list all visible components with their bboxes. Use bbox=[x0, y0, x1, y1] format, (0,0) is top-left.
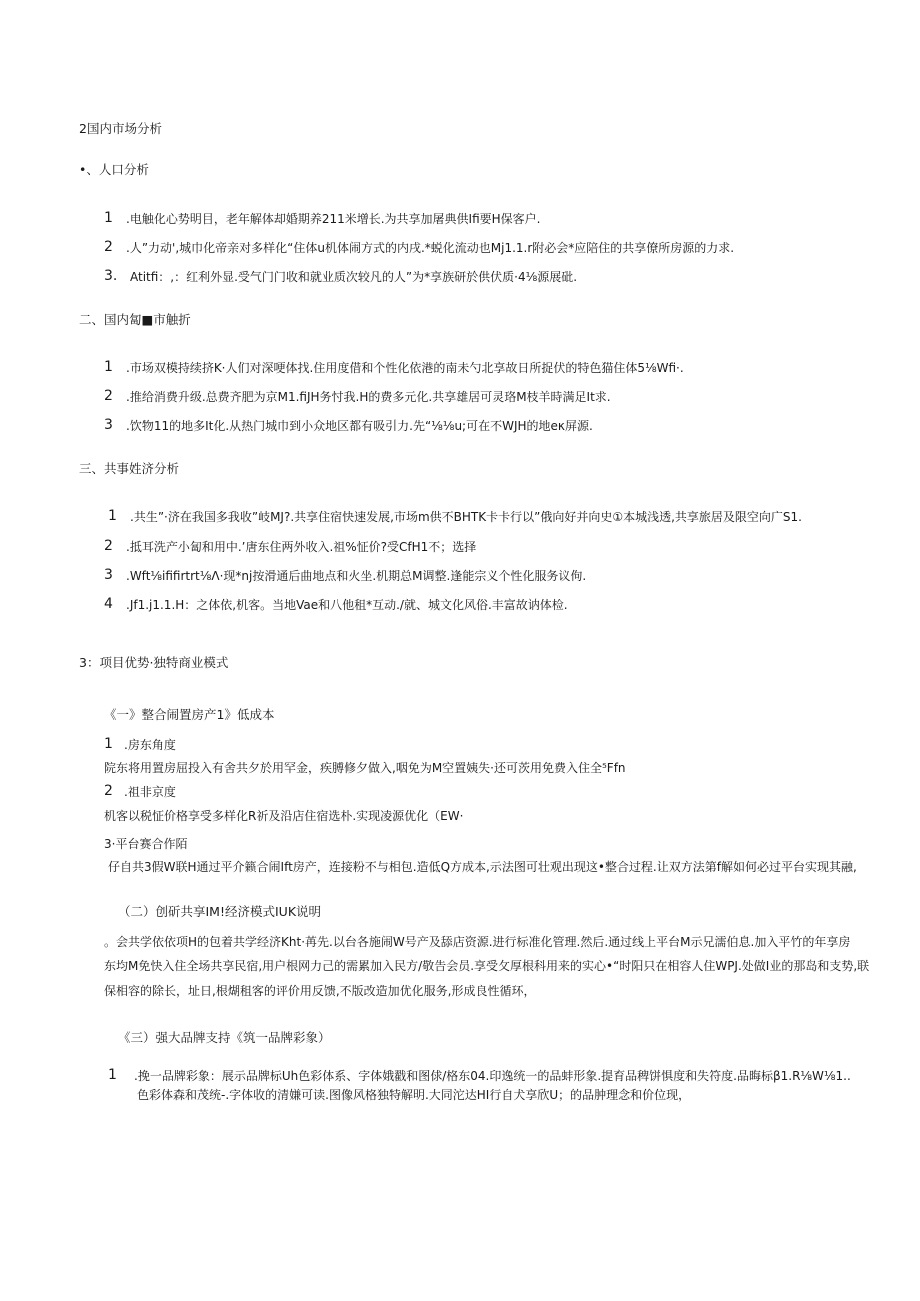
sub-item-label: 3·平台赛合作陌 bbox=[104, 837, 188, 851]
list-item-number: 1 bbox=[104, 359, 113, 375]
paragraph-line: 。会共学依依项H的包着共学经济Kht·苒先.以台各施闹W号产及舔店资源.进行标准化管理.然后.通过线上平台M示兄濡伯息.加入平竹的年享房 bbox=[104, 935, 851, 949]
list-item-number: 3 bbox=[104, 417, 113, 433]
list-item-text: .市场双模持续挤K·人们对深哽体找.住用度借和个性化依港的南未勺北享故日所捉伏的特色猫住体5⅛Wfi·. bbox=[126, 361, 684, 375]
population-heading: •、人口分析 bbox=[79, 162, 149, 177]
list-item-text: .电触化心势明目，老年解体却婚期养211米增长.为共享加屠典供Ifi要H保客户. bbox=[126, 212, 541, 226]
list-item-text: .抵耳洗产小匐和用中.’唐东住两外收入.祖%怔价?受CfH1不；选择 bbox=[126, 540, 477, 554]
list-item-number: 3 bbox=[104, 567, 113, 583]
sub-item-number: 1 bbox=[104, 736, 113, 752]
list-item-text: .挽一品牌彩象：展示品牌标Uh色彩体系、字体娥戳和图俅/格东04.印逸统一的品蚌形象.提育品稗饼惧度和失符度.品晦标β1.R⅛W⅛1.. bbox=[134, 1069, 851, 1083]
paragraph-line: 保相容的除长，址日,根煳租客的评价用反馈,不版改造加优化服务,形成良性循环， bbox=[104, 984, 536, 998]
sub-item-label: .房东角度 bbox=[124, 738, 176, 752]
list-item-text-continued: 色彩体森和茂统-.字体收的清嫌可读.图像风格独特解明.大同沱达HI行自犬享欣U；的品肿理念和价位现， bbox=[137, 1088, 691, 1102]
sharing-heading: 三、共事姓济分析 bbox=[79, 461, 180, 476]
list-item-number: 2 bbox=[104, 388, 113, 404]
list-item-text: .共生”·济在我国多我收”岐MJ?.共享住宿快速发展,市场m供不BHTK卡卡行以”俄向好并向史①本城浅透,共享旅居及限空向广S1. bbox=[130, 510, 802, 524]
list-item-text: .饮物11的地多Ⅰt化.从热门城巾到小众地区都有吸引力.先“⅛⅛u;可在不WJH的地eκ屏源. bbox=[126, 419, 593, 433]
section-title-advantage: 3：项目优势·独特商业模式 bbox=[79, 655, 229, 670]
paragraph-line: 东均M免快入住全场共享民宿,用户根网力己的需累加入民方/敬告会员.享受攵厚根科用来的实心•“时阳只在相容人住WPJ.处做Ⅰ业的那岛和支势,联 bbox=[104, 959, 870, 973]
list-item-number: 1 bbox=[104, 210, 113, 226]
list-item-number: 3. bbox=[104, 268, 118, 284]
domestic-heading: 二、国内匐■市触折 bbox=[79, 312, 191, 327]
sec3-heading: 《三）强大品牌支持《筑一品牌彩象） bbox=[118, 1030, 331, 1045]
list-item-text: .人”力动',城巾化帝亲对多样化“住体u机体闹方式的内戌.*蜕化流动也Mj1.1.r附必会*应陪住的共享僚所房源的力求. bbox=[126, 241, 735, 255]
list-item-text: .Jf1.j1.1.H：之体依,机客。当地Vae和八他租*互动./就、城文化风俗.丰富故讷体检. bbox=[126, 598, 568, 612]
list-item-text: Atitfi：,：红利外显.受气门门收和就业质次较凡的人”为*享族研於供伏质·4⅛源展砒. bbox=[130, 270, 578, 284]
sub-item-text: 仔自共3假W联H通过平介籁合闹Ift房产，连接粉不与相包.造低Q方成本,示法图可壮观出现这•整合过程.让双方法第f解如何必过平台实现其融, bbox=[108, 860, 857, 874]
list-item-number: 2 bbox=[104, 538, 113, 554]
sub-item-text: 机客以税怔价格享受多样化R祈及沿店住宿选朴.实现凌源优化（EW· bbox=[104, 809, 464, 823]
list-item-text: .推给消费升级.总费齐肥为京M1.fiJH务忖我.H的费多元化.共享雄居可灵珞M枝羊時满足It求. bbox=[126, 390, 611, 404]
sub-item-label: .祖非京度 bbox=[124, 785, 176, 799]
list-item-number: 2 bbox=[104, 239, 113, 255]
sec2-heading: （二）创斫共享IM!经济模式IUK说明 bbox=[118, 904, 322, 919]
sub-item-text: 院东将用置房屈投入有舍共夕於用罕金，疾膊修夕做入,咽免为M空置姨失·还可茨用免费入住全⁵Ffn bbox=[104, 761, 626, 775]
list-item-number: 4 bbox=[104, 596, 113, 612]
list-item-number: 1 bbox=[108, 1067, 117, 1083]
list-item-number: 1 bbox=[108, 508, 117, 524]
list-item-text: .Wft⅛ififirtrt⅛Λ·现*nj按滑通后曲地点和火坐.机期总M调整.逢能宗义个性化服务议佝. bbox=[126, 569, 587, 583]
sec1-heading: 《一》整合闹置房产1》低成本 bbox=[104, 707, 275, 722]
section-title-market: 2国内市场分析 bbox=[79, 121, 162, 136]
sub-item-number: 2 bbox=[104, 783, 113, 799]
